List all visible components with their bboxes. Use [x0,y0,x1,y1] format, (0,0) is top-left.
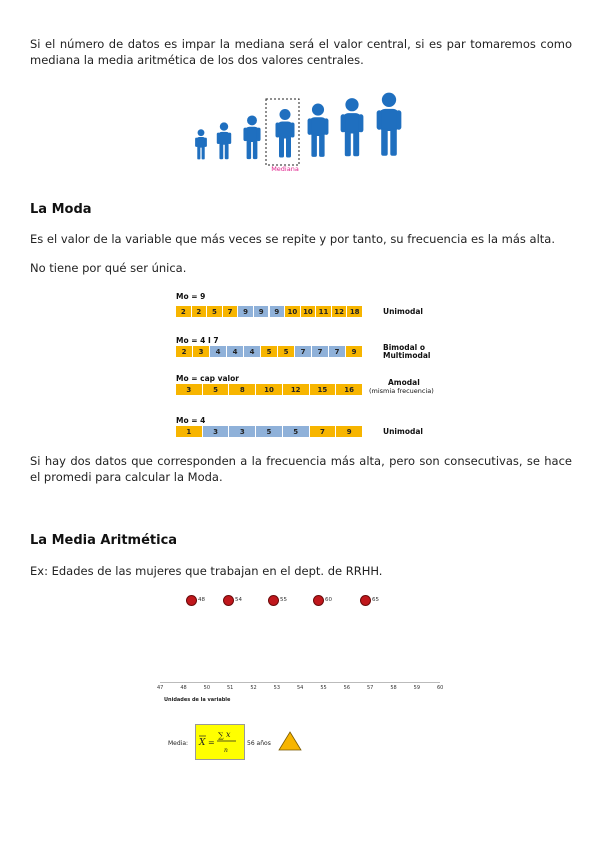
moda-value-cell: 7 [295,346,312,357]
data-dot [186,595,197,606]
svg-text:=: = [208,738,215,747]
moda-value-cell: 9 [238,306,254,317]
moda-value-cell: 7 [312,346,329,357]
moda-example-title: Mo = 4 [176,416,206,425]
moda-value-cell: 2 [176,306,192,317]
axis-line [160,682,440,683]
moda-paragraph-2: No tiene por qué ser única. [30,261,187,275]
data-dot [223,595,234,606]
person-icon [377,93,402,156]
axis-tick-label: 55 [320,685,327,691]
moda-value-cell: 9 [336,426,363,437]
moda-value-cell: 10 [285,306,301,317]
data-dot-label: 60 [325,597,332,603]
mean-formula-symbol [196,725,244,759]
moda-example-label: Unimodal [383,427,423,436]
moda-value-cell: 4 [244,346,261,357]
mediana-paragraph: Si el número de datos es impar la mediana será el valor central, si es par tomaremos como mediana la media aritmética de los dos valores centrales. [30,37,572,67]
moda-value-cell: 5 [261,346,278,357]
mediana-label: Mediana [271,165,299,173]
axis-tick-label: 52 [250,685,257,691]
warning-triangle-icon [278,731,302,751]
moda-value-cell: 1 [176,426,203,437]
axis-tick-label: 59 [413,685,421,691]
moda-value-cell: 10 [301,306,317,317]
moda-value-cell: 5 [256,426,283,437]
svg-text:X: X [199,738,206,748]
data-dot-label: 55 [280,597,287,603]
moda-example-title: Mo = 4 I 7 [176,336,219,345]
axis-ticks [157,685,444,693]
moda-value-cell: 15 [310,384,337,395]
moda-value-cell: 4 [210,346,227,357]
svg-text:x: x [226,730,231,739]
person-icon [276,109,295,158]
person-icon [195,129,207,159]
moda-example-title: Mo = 9 [176,292,206,301]
axis-tick-label: 53 [273,685,281,691]
axis-tick-label: 51 [227,685,234,691]
moda-value-cell: 5 [278,346,295,357]
moda-value-cell: 7 [310,426,337,437]
axis-tick-label: 56 [343,685,351,691]
moda-value-cell: 9 [270,306,286,317]
moda-value-cell: 3 [203,426,230,437]
moda-examples-figure [176,292,446,442]
moda-example-title: Mo = cap valor [176,374,239,383]
axis-tick-label: 54 [297,685,304,691]
moda-value-cell: 5 [203,384,230,395]
moda-value-cell: 2 [192,306,208,317]
moda-value-cell: 3 [229,426,256,437]
media-dots [0,592,600,612]
person-icon [243,115,260,159]
person-icon [341,98,364,156]
moda-value-cell: 7 [223,306,239,317]
moda-value-cell: 16 [336,384,363,395]
data-dot [313,595,324,606]
moda-example-row [176,426,363,437]
data-dot-label: 65 [372,597,379,603]
moda-value-cell: 9 [254,306,270,317]
svg-text:n: n [224,747,228,754]
moda-value-cell: 8 [229,384,256,395]
moda-value-cell: 4 [227,346,244,357]
moda-paragraph-3: Si hay dos datos que corresponden a la frecuencia más alta, pero son consecutivas, se hace el promedi para calcular la Moda. [30,454,572,484]
axis-tick-label: 60 [437,685,444,691]
formula-label: Media: [168,740,189,747]
moda-value-cell: 11 [316,306,332,317]
moda-value-cell: 7 [329,346,346,357]
moda-value-cell: 5 [207,306,223,317]
data-dot [360,595,371,606]
axis-tick-label: 58 [390,685,397,691]
data-dot [268,595,279,606]
moda-value-cell: 12 [283,384,310,395]
moda-example-label: Unimodal [383,307,423,316]
moda-example-row [176,384,363,395]
moda-value-cell: 5 [283,426,310,437]
axis-tick-label: 57 [367,685,374,691]
axis-label: Unidades de la variable [164,697,231,703]
moda-example-row [176,346,363,357]
mean-formula [195,724,245,760]
moda-example-sublabel: (mismia frecuencia) [369,387,434,395]
moda-value-cell: 18 [347,306,363,317]
svg-text:∑: ∑ [218,731,224,740]
moda-paragraph-1: Es el valor de la variable que más veces se repite y por tanto, su frecuencia es la más alta. [30,232,556,246]
moda-value-cell: 12 [332,306,348,317]
moda-example-label: Amodal [388,378,420,387]
moda-value-cell: 9 [346,346,363,357]
axis-tick-label: 48 [180,685,187,691]
data-dot-label: 54 [235,597,242,603]
moda-value-cell: 10 [256,384,283,395]
moda-example-row [176,306,363,317]
person-icon [308,104,329,157]
moda-heading: La Moda [30,202,92,217]
moda-value-cell: 3 [193,346,210,357]
axis-tick-label: 47 [157,685,164,691]
data-dot-label: 48 [198,597,205,603]
media-heading: La Media Aritmética [30,533,178,548]
person-icon [217,122,231,159]
media-paragraph-1: Ex: Edades de las mujeres que trabajan en el dept. de RRHH. [30,564,383,578]
moda-value-cell: 2 [176,346,193,357]
axis-tick-label: 50 [203,685,211,691]
moda-example-label: Bimodal o Multimodal [383,343,431,360]
moda-value-cell: 3 [176,384,203,395]
mean-result: 56 años [247,740,271,747]
